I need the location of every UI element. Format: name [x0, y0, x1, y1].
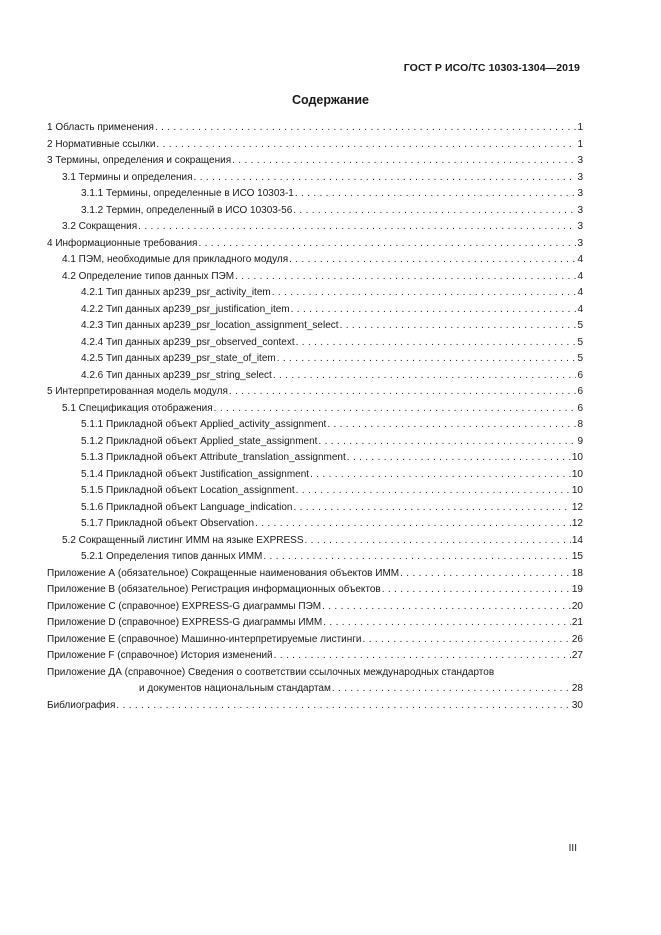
toc-entry-label: Приложение С (справочное) EXPRESS-G диаграммы ПЭМ	[47, 600, 322, 612]
toc-entry-label: 1 Область применения	[47, 122, 154, 133]
toc-leader-dots	[310, 467, 571, 484]
toc-entry-page: 9	[577, 435, 583, 447]
toc-leader-dots	[296, 483, 571, 500]
toc-entry-label: 5.1.6 Прикладной объект Language_indication	[81, 501, 293, 513]
toc-entry-page: 18	[571, 567, 583, 579]
toc-leader-dots	[293, 203, 576, 220]
toc-entry-label: 4.1 ПЭМ, необходимые для прикладного модуля	[62, 254, 289, 265]
toc-entry[interactable]	[47, 318, 583, 335]
toc-leader-dots	[318, 434, 576, 451]
toc-leader-dots	[347, 450, 571, 467]
toc-entry[interactable]	[47, 269, 583, 286]
toc-entry-label: 3.2 Сокращения	[62, 221, 138, 232]
toc-entry[interactable]	[47, 417, 583, 434]
table-of-contents	[47, 120, 583, 714]
toc-leader-dots	[295, 186, 577, 203]
toc-leader-dots	[293, 500, 570, 517]
toc-entry-page: 20	[571, 600, 583, 612]
toc-entry-label: Библиография	[47, 699, 116, 711]
toc-entry-page: 3	[577, 237, 583, 249]
toc-leader-dots	[277, 351, 577, 368]
toc-entry-page: 3	[577, 155, 583, 166]
toc-entry[interactable]	[47, 236, 583, 253]
toc-entry-page: 1	[577, 122, 583, 133]
toc-entry[interactable]	[47, 665, 583, 682]
toc-entry-label: 4.2.3 Тип данных ap239_psr_location_assignment_select	[81, 320, 339, 331]
toc-leader-dots	[116, 698, 570, 715]
toc-entry-label: 5 Интерпретированная модель модуля	[47, 386, 228, 397]
toc-entry-label: Приложение E (справочное) Машинно-интерпретируемые листинги	[47, 633, 362, 645]
toc-entry-label: 4.2.1 Тип данных ap239_psr_activity_item	[81, 287, 271, 298]
toc-leader-dots	[400, 566, 571, 583]
toc-entry[interactable]	[47, 368, 583, 385]
toc-entry[interactable]	[47, 137, 583, 154]
toc-entry-label: 4.2.6 Тип данных ap239_psr_string_select	[81, 369, 272, 381]
toc-entry[interactable]	[47, 401, 583, 418]
toc-entry-page: 4	[577, 303, 583, 315]
toc-leader-dots	[332, 681, 571, 698]
toc-entry[interactable]	[47, 153, 583, 170]
toc-entry-page: 3	[577, 171, 583, 183]
toc-entry-label: Приложение В (обязательное) Регистрация информационных объектов	[47, 584, 381, 595]
toc-entry-label: 5.1 Спецификация отображения	[62, 402, 213, 414]
toc-entry-page: 10	[571, 468, 583, 480]
toc-leader-dots	[198, 236, 576, 253]
toc-entry[interactable]	[47, 170, 583, 187]
toc-entry[interactable]	[47, 186, 583, 203]
toc-leader-dots	[289, 252, 576, 269]
toc-entry[interactable]	[47, 566, 583, 583]
toc-entry-page: 19	[571, 584, 583, 595]
toc-leader-dots	[194, 170, 577, 187]
toc-entry-page: 4	[577, 287, 583, 298]
toc-entry[interactable]	[47, 516, 583, 533]
toc-entry-page: 12	[571, 518, 583, 529]
page-number: III	[568, 843, 577, 854]
toc-entry-page: 3	[577, 204, 583, 216]
toc-entry[interactable]	[47, 483, 583, 500]
toc-entry-page: 3	[577, 188, 583, 199]
toc-leader-dots	[156, 137, 576, 154]
toc-leader-dots	[272, 285, 577, 302]
toc-leader-dots	[363, 632, 571, 649]
toc-entry-label: 5.1.4 Прикладной объект Justification_assignment	[81, 468, 310, 480]
toc-leader-dots	[296, 335, 577, 352]
toc-entry-label: 3.1.1 Термины, определенные в ИСО 10303-1	[81, 188, 294, 199]
toc-leader-dots	[273, 368, 577, 385]
toc-leader-dots	[155, 120, 576, 137]
toc-entry-label: 3.1 Термины и определения	[62, 171, 193, 183]
toc-entry[interactable]	[47, 434, 583, 451]
toc-entry-page: 6	[577, 386, 583, 397]
toc-entry[interactable]	[47, 681, 583, 698]
toc-entry-label: 5.1.5 Прикладной объект Location_assignment	[81, 485, 295, 496]
toc-entry-page: 6	[577, 402, 583, 414]
toc-leader-dots	[232, 153, 576, 170]
toc-entry[interactable]	[47, 599, 583, 616]
document-code-header: ГОСТ Р ИСО/ТС 10303-1304—2019	[403, 62, 580, 74]
toc-entry-label: 5.1.1 Прикладной объект Applied_activity_assignment	[81, 419, 327, 430]
page-title: Содержание	[291, 93, 369, 107]
toc-entry[interactable]	[47, 450, 583, 467]
toc-entry-page: 21	[571, 617, 583, 628]
toc-entry-page: 28	[571, 683, 583, 694]
toc-leader-dots	[274, 648, 571, 665]
toc-leader-dots	[263, 549, 571, 566]
toc-leader-dots	[291, 302, 577, 319]
toc-leader-dots	[214, 401, 577, 418]
toc-entry-label: 4.2 Определение типов данных ПЭМ	[62, 270, 235, 282]
toc-entry-page: 14	[571, 534, 583, 546]
toc-entry-label: 2 Нормативные ссылки	[47, 138, 156, 150]
toc-entry-label: 5.1.3 Прикладной объект Attribute_translation_assignment	[81, 452, 346, 463]
toc-entry-page: 12	[571, 501, 583, 513]
toc-entry-label: 4 Информационные требования	[47, 237, 198, 249]
toc-entry-label: Приложение ДА (справочное) Сведения о соответствии ссылочных международных стандартов	[47, 666, 495, 678]
toc-leader-dots	[235, 269, 576, 286]
toc-entry-label: 3.1.2 Термин, определенный в ИСО 10303-56	[81, 204, 293, 216]
toc-entry[interactable]	[47, 384, 583, 401]
toc-entry[interactable]	[47, 549, 583, 566]
toc-entry[interactable]	[47, 351, 583, 368]
toc-entry[interactable]	[47, 335, 583, 352]
toc-entry-page: 5	[577, 320, 583, 331]
toc-entry-label: и документов национальным стандартам	[139, 683, 331, 694]
toc-leader-dots	[340, 318, 577, 335]
toc-entry-page: 10	[571, 452, 583, 463]
toc-entry[interactable]	[47, 582, 583, 599]
toc-entry-page: 10	[571, 485, 583, 496]
toc-leader-dots	[382, 582, 571, 599]
toc-leader-dots	[323, 615, 571, 632]
toc-entry[interactable]	[47, 219, 583, 236]
toc-entry-page: 30	[571, 699, 583, 711]
toc-leader-dots	[322, 599, 571, 616]
toc-entry[interactable]	[47, 533, 583, 550]
toc-entry-label: 5.2.1 Определения типов данных ИММ	[81, 551, 263, 562]
toc-leader-dots	[327, 417, 576, 434]
toc-entry[interactable]	[47, 285, 583, 302]
toc-entry-label: 4.2.2 Тип данных ap239_psr_justification_item	[81, 303, 290, 315]
toc-entry[interactable]	[47, 500, 583, 517]
toc-entry-page: 1	[577, 138, 583, 150]
toc-entry[interactable]	[47, 120, 583, 137]
toc-entry-label: 5.1.7 Прикладной объект Observation	[81, 518, 255, 529]
toc-entry-page: 6	[577, 369, 583, 381]
toc-leader-dots	[305, 533, 571, 550]
toc-entry[interactable]	[47, 648, 583, 665]
toc-entry[interactable]	[47, 615, 583, 632]
toc-entry-label: Приложение А (обязательное) Сокращенные наименования объектов ИММ	[47, 567, 400, 579]
toc-entry-label: 3 Термины, определения и сокращения	[47, 155, 232, 166]
toc-entry-page: 4	[577, 254, 583, 265]
toc-entry-label: 4.2.5 Тип данных ap239_psr_state_of_item	[81, 353, 276, 364]
toc-entry-label: 4.2.4 Тип данных ap239_psr_observed_context	[81, 336, 295, 348]
toc-entry-page: 26	[571, 633, 583, 645]
toc-entry[interactable]	[47, 467, 583, 484]
toc-entry-page: 15	[571, 551, 583, 562]
toc-entry-label: Приложение F (справочное) История изменений	[47, 650, 273, 661]
toc-entry-label: 5.2 Сокращенный листинг ИММ на языке EXPRESS	[62, 534, 304, 546]
toc-leader-dots	[229, 384, 577, 401]
toc-entry-page: 5	[577, 336, 583, 348]
toc-leader-dots	[255, 516, 571, 533]
toc-entry[interactable]	[47, 698, 583, 715]
toc-entry-label: Приложение D (справочное) EXPRESS-G диаграммы ИММ	[47, 617, 323, 628]
toc-entry-page: 5	[577, 353, 583, 364]
toc-entry[interactable]	[47, 632, 583, 649]
toc-entry-page: 4	[577, 270, 583, 282]
toc-entry[interactable]	[47, 302, 583, 319]
toc-entry-page: 8	[577, 419, 583, 430]
toc-entry-page: 3	[577, 221, 583, 232]
toc-entry[interactable]	[47, 252, 583, 269]
toc-entry-page: 27	[571, 650, 583, 661]
toc-entry-label: 5.1.2 Прикладной объект Applied_state_assignment	[81, 435, 318, 447]
toc-entry[interactable]	[47, 203, 583, 220]
toc-leader-dots	[138, 219, 576, 236]
